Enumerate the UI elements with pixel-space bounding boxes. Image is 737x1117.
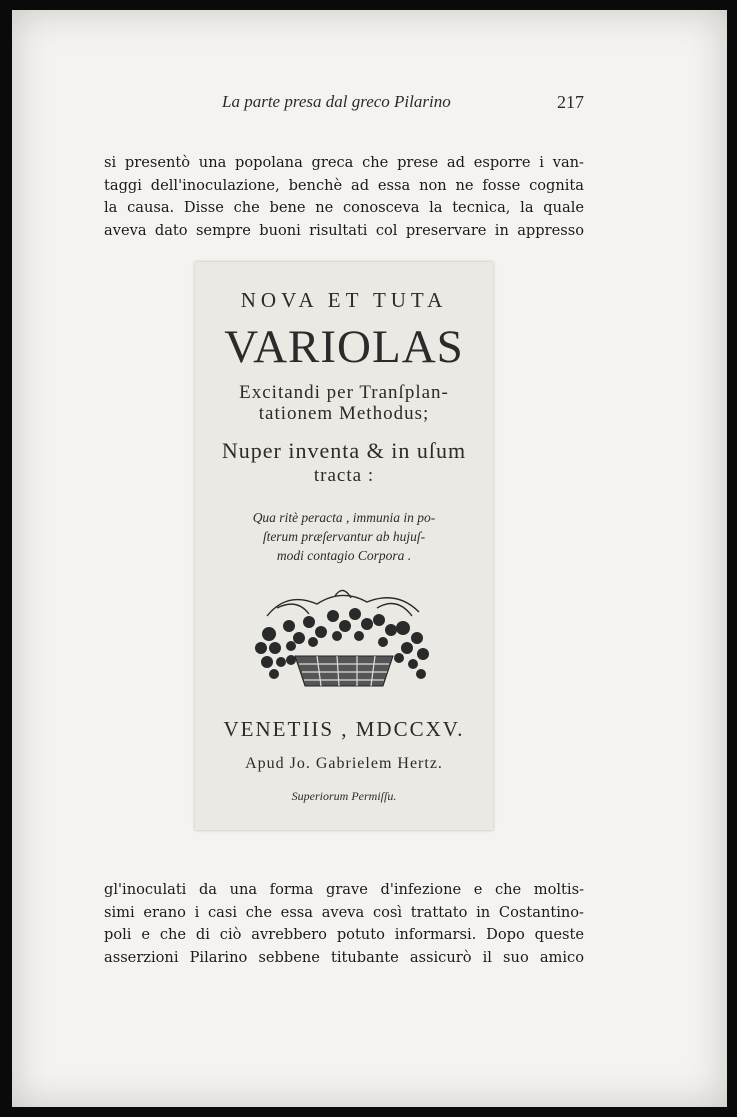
text-line: si presentò una popolana greca che prese ad esporre i van- [104, 154, 584, 171]
text-line: simi erano i casi che essa aveva così trattato in Costantino- [104, 903, 584, 921]
text-line: taggi dell'inoculazione, benchè ad essa non ne fosse cognita [104, 176, 584, 194]
text-line: poli e che di ciò avrebbero potuto informarsi. Dopo queste [104, 926, 584, 943]
running-title: La parte presa dal greco Pilarino [222, 92, 451, 111]
plate-imprint-place-year: VENETIIS , MDCCXV. [223, 717, 465, 741]
grape-basket-ornament-icon [247, 586, 441, 694]
title-page-plate [195, 262, 493, 830]
plate-title-line-2: VARIOLAS [224, 321, 464, 373]
text-line: gl'inoculati da una forma grave d'infezione e che moltis- [104, 881, 584, 898]
plate-subtitle-line-2: tationem Methodus; [258, 403, 430, 424]
bottom-paragraph [104, 879, 584, 969]
page-header [112, 92, 584, 118]
plate-subtitle-line-3: Nuper inventa & in uſum [221, 438, 467, 463]
plate-italic-line-3: modi contagio Corpora . [276, 548, 412, 563]
plate-imprint-printer: Apud Jo. Gabrielem Hertz. [245, 755, 443, 772]
page-number: 217 [557, 92, 584, 112]
plate-subtitle-line-1: Excitandi per Tranſplan- [239, 382, 449, 403]
text-line: la causa. Disse che bene ne conosceva la tecnica, la quale [104, 199, 584, 216]
text-line: aveva dato sempre buoni risultati col preservare in appresso [104, 221, 584, 239]
plate-subtitle-line-4: tracta : [313, 465, 375, 486]
text-line: asserzioni Pilarino sebbene titubante assicurò il suo amico [104, 948, 584, 966]
plate-italic-line-1: Qua ritè peracta , immunia in po- [252, 510, 436, 525]
plate-title-line-1: NOVA ET TUTA [240, 288, 448, 312]
plate-italic-line-2: ſterum præſervantur ab hujuſ- [262, 529, 426, 544]
top-paragraph [104, 152, 584, 242]
book-page [12, 10, 727, 1107]
plate-imprint-permission: Superiorum Permiſſu. [291, 789, 397, 803]
